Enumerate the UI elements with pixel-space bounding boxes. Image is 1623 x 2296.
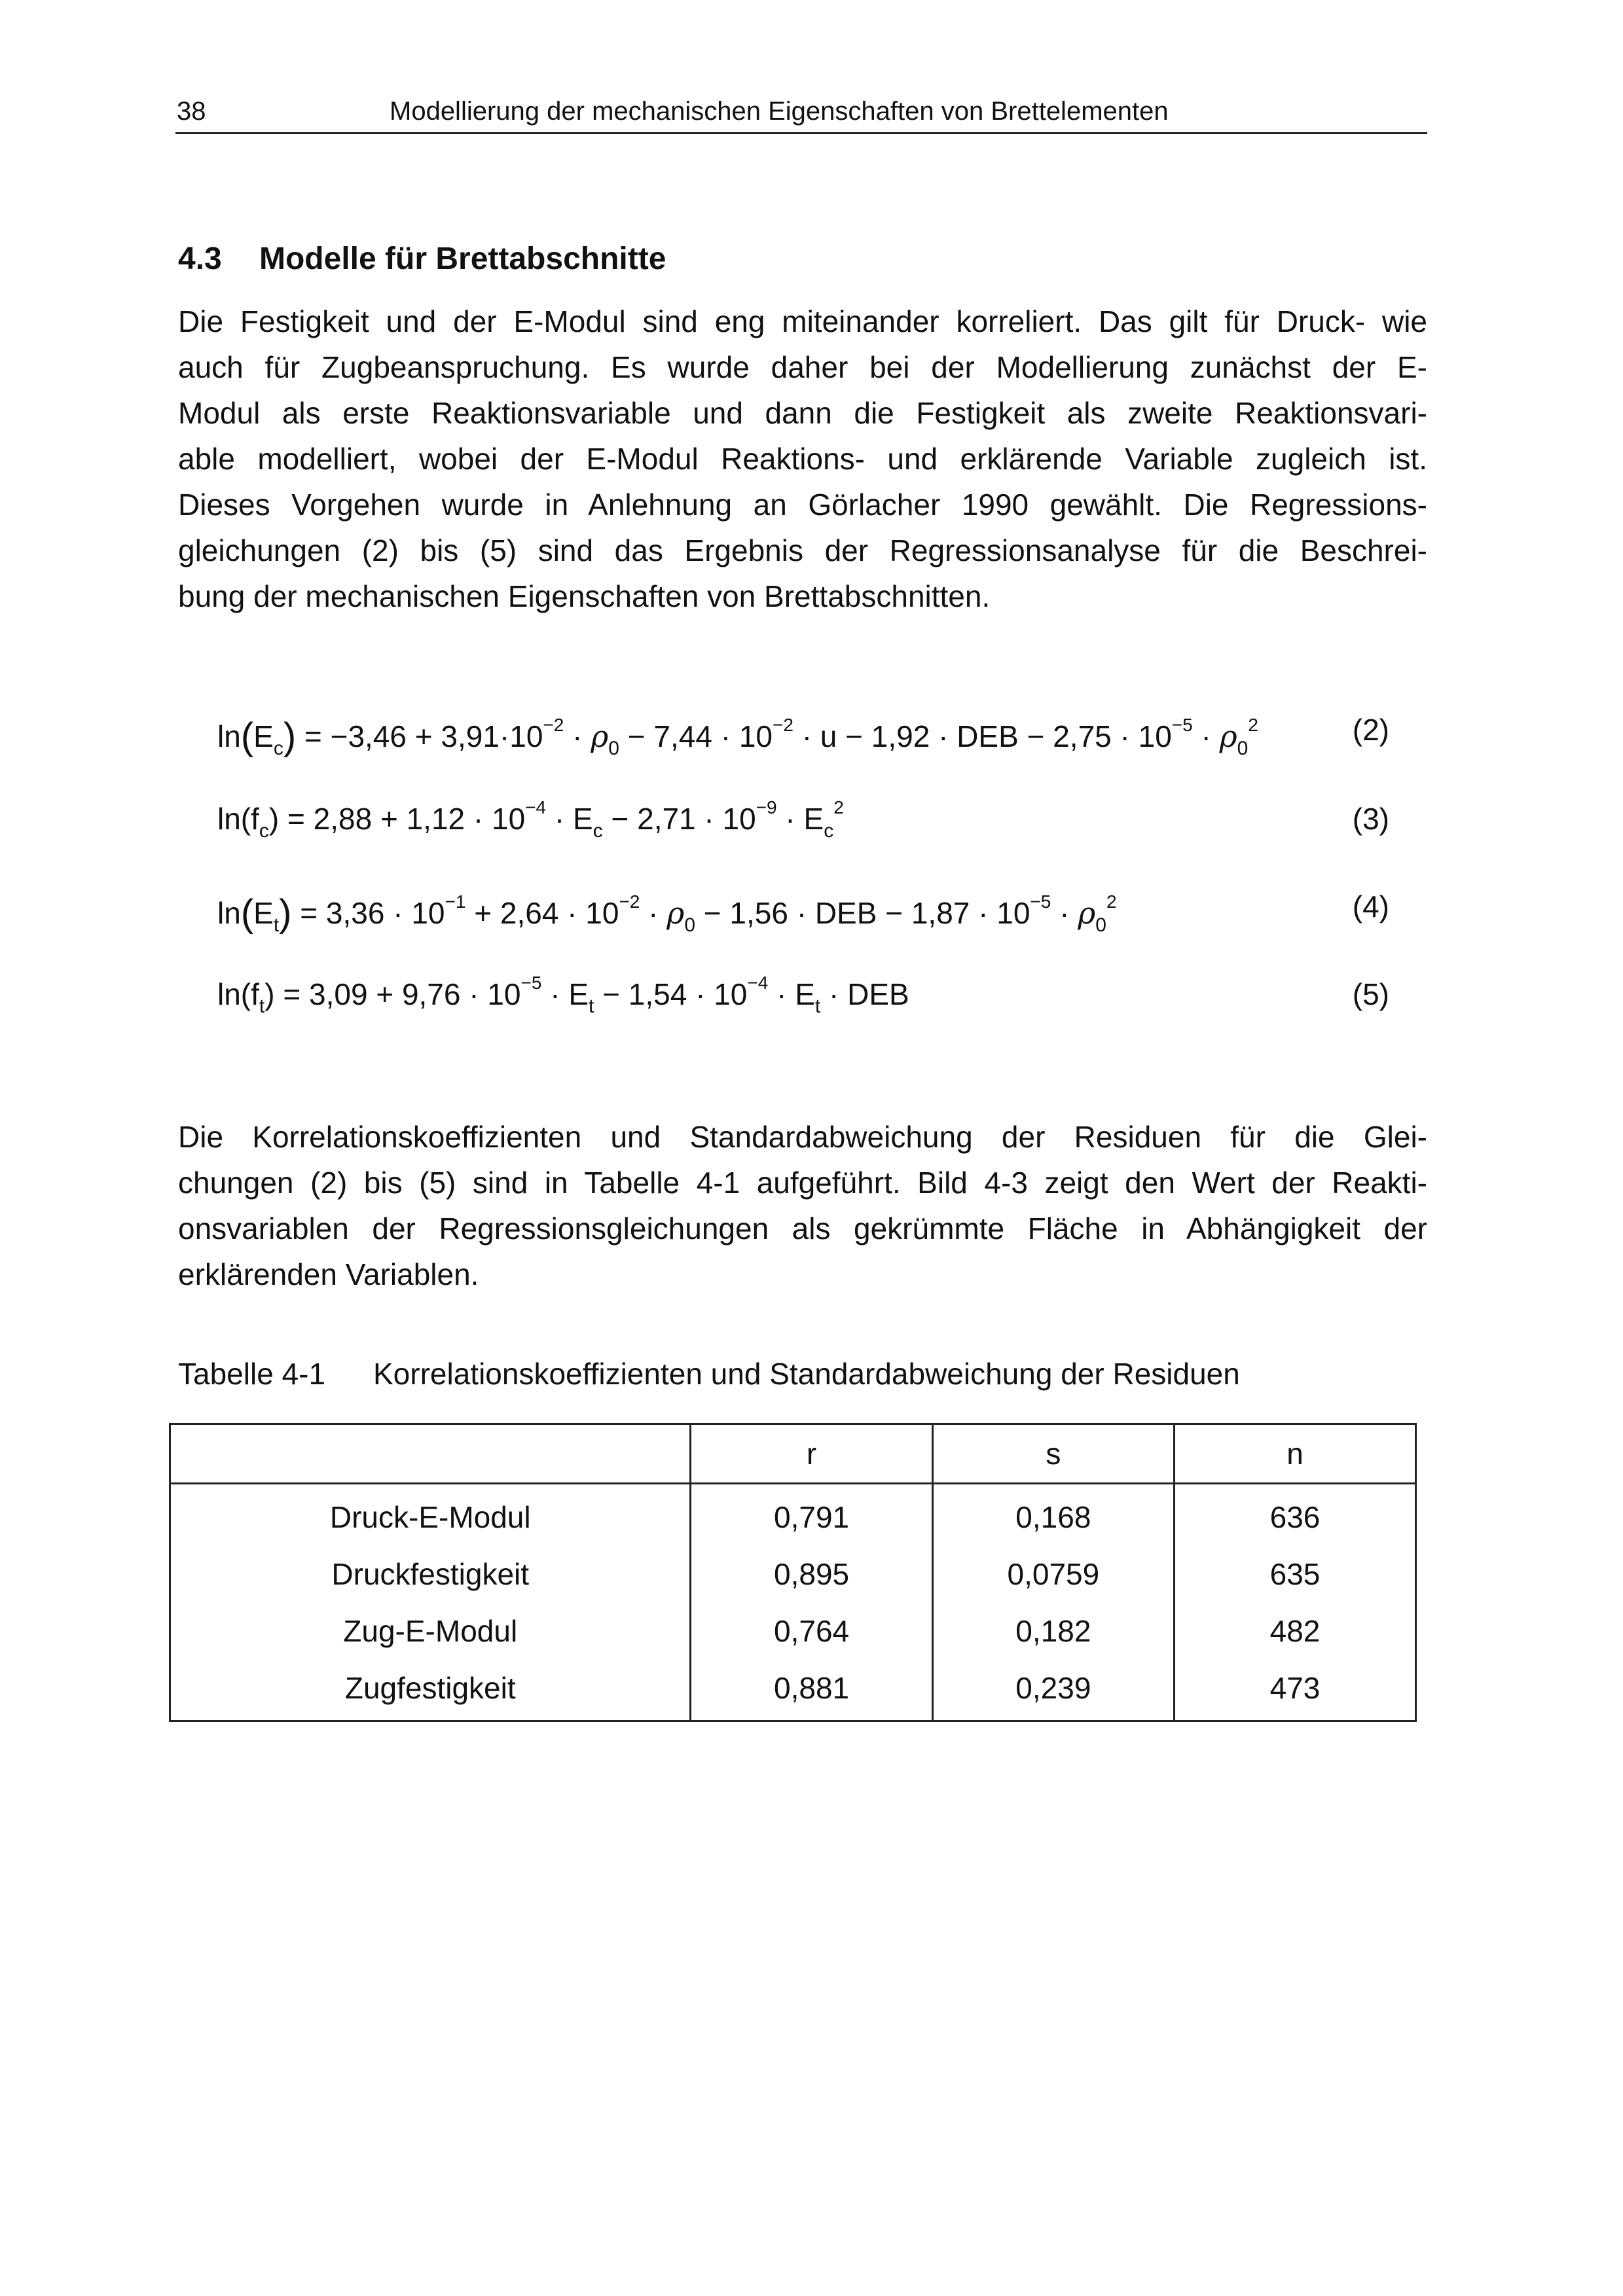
equation-number: (5) [1352, 977, 1389, 1011]
paragraph-line: able modelliert, wobei der E-Modul Reaktions- und erklärende Variable zugleich ist. [178, 442, 1427, 476]
table-caption-label: Tabelle 4-1 [178, 1357, 326, 1391]
paragraph-correlation [178, 1114, 1427, 1297]
section-number: 4.3 [178, 242, 222, 276]
paragraph-line: auch für Zugbeanspruchung. Es wurde daher bei der Modellierung zunächst der E- [178, 350, 1427, 384]
table-cell: 0,895 [691, 1545, 932, 1602]
paragraph-line: erklärenden Variablen. [178, 1257, 479, 1291]
table-cell: 482 [1175, 1602, 1416, 1659]
equation-5 [217, 965, 1389, 1024]
table-cell: 636 [1175, 1484, 1416, 1546]
section-heading [178, 241, 666, 277]
table-row [170, 1545, 1416, 1602]
paragraph-line: gleichungen (2) bis (5) sind das Ergebnis der Regressionsanalyse für die Beschrei- [178, 533, 1427, 567]
table-cell: 0,168 [932, 1484, 1174, 1546]
table-caption [178, 1356, 1240, 1391]
paragraph-line: chungen (2) bis (5) sind in Tabelle 4-1 aufgeführt. Bild 4-3 zeigt den Wert der Reakti- [178, 1166, 1427, 1200]
table-cell: 0,764 [691, 1602, 932, 1659]
running-title: Modellierung der mechanischen Eigenschaften von Brettelementen [390, 97, 1169, 126]
table-header-row [170, 1424, 1416, 1484]
table-row [170, 1484, 1416, 1546]
table-row [170, 1602, 1416, 1659]
table-header-cell: n [1175, 1424, 1416, 1484]
table-header-cell: s [932, 1424, 1174, 1484]
equation-formula: $\ln(E_c) = -3,46 + 3,91\cdot 10^{-2} \cdot \rho_0 - 7,44 \cdot 10^{-2} \cdot u - 1,92$ · DEB − $2,75 \cdot 10^{-5} \cdot \rho_0^2$ [217, 715, 1258, 759]
table-cell: 0,182 [932, 1602, 1174, 1659]
equation-number: (3) [1352, 802, 1389, 836]
section-title: Modelle für Brettabschnitte [259, 242, 666, 276]
equation-number: (4) [1352, 889, 1389, 924]
paragraph-line: Die Festigkeit und der E-Modul sind eng miteinander korreliert. Das gilt für Druck- wie [178, 304, 1427, 338]
table-cell: 635 [1175, 1545, 1416, 1602]
results-table [169, 1423, 1417, 1722]
equation-formula: $\ln(f_t) = 3,09 + 9,76 \cdot 10^{-5} \cdot E_t - 1,54 \cdot 10^{-4} \cdot E_t$ · DEB [217, 973, 909, 1017]
table-cell: 0,0759 [932, 1545, 1174, 1602]
table-cell: Druckfestigkeit [170, 1545, 691, 1602]
table-cell: 0,791 [691, 1484, 932, 1546]
table-cell: 0,239 [932, 1659, 1174, 1721]
paragraph-line: onsvariablen der Regressionsgleichungen als gekrümmte Fläche in Abhängigkeit der [178, 1211, 1427, 1246]
paragraph-line: Dieses Vorgehen wurde in Anlehnung an Görlacher 1990 gewählt. Die Regressions- [178, 488, 1427, 522]
table-header-cell [170, 1424, 691, 1484]
equation-4 [217, 877, 1389, 936]
table-cell: Zug-E-Modul [170, 1602, 691, 1659]
table-cell: Druck-E-Modul [170, 1484, 691, 1546]
table-header-cell: r [691, 1424, 932, 1484]
table-cell: 473 [1175, 1659, 1416, 1721]
equation-3 [217, 789, 1389, 848]
equation-number: (2) [1352, 713, 1389, 747]
table-row [170, 1659, 1416, 1721]
table-caption-text: Korrelationskoeffizienten und Standardabweichung der Residuen [373, 1357, 1240, 1391]
paragraph-intro [178, 298, 1427, 619]
page-number: 38 [177, 97, 206, 126]
paragraph-line: Modul als erste Reaktionsvariable und dann die Festigkeit als zweite Reaktionsvari- [178, 396, 1427, 430]
table-cell: 0,881 [691, 1659, 932, 1721]
table-cell: Zugfestigkeit [170, 1659, 691, 1721]
equation-formula: $\ln(E_t) = 3,36 \cdot 10^{-1} + 2,64 \cdot 10^{-2} \cdot \rho_0 - 1,56$ · DEB − $1,87 \cdot 10^{-5} \cdot \rho_0^2$ [217, 891, 1117, 936]
paragraph-line: bung der mechanischen Eigenschaften von Brettabschnitten. [178, 579, 991, 613]
equation-2 [217, 700, 1389, 759]
equation-formula: $\ln(f_c) = 2,88 + 1,12 \cdot 10^{-4} \cdot E_c - 2,71 \cdot 10^{-9} \cdot E_c^2$ [217, 797, 844, 842]
paragraph-line: Die Korrelationskoeffizienten und Standardabweichung der Residuen für die Glei- [178, 1120, 1427, 1154]
running-header [175, 92, 1427, 134]
